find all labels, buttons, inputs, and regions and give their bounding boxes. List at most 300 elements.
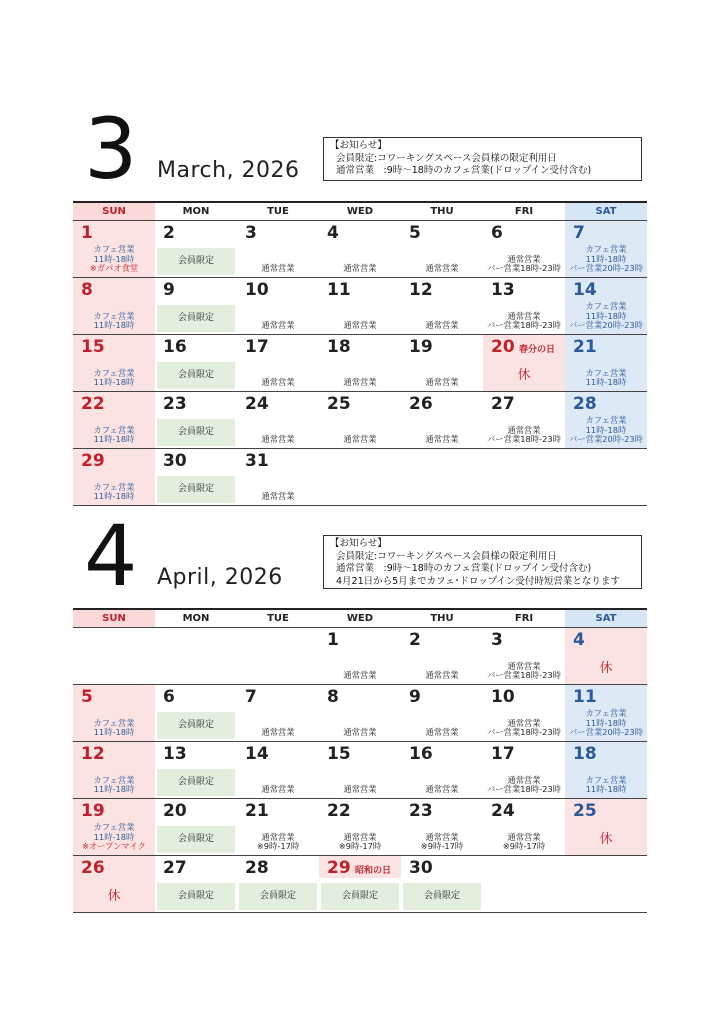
notice-line: 4月21日から5月までカフェ･ドロップイン受付時短営業となります	[336, 575, 620, 587]
week-row	[73, 628, 647, 685]
members-only-label: 会員限定	[157, 419, 235, 446]
weekday-sun: SUN	[73, 203, 155, 220]
day-schedule	[401, 378, 483, 388]
schedule-line: 通常営業	[425, 784, 459, 795]
members-only-label: 会員限定	[403, 883, 481, 910]
day-schedule	[319, 378, 401, 388]
day-number: 24	[491, 801, 515, 821]
day-number: 3	[245, 223, 257, 243]
day-schedule	[483, 719, 565, 738]
schedule-line: カフェ営業	[585, 708, 627, 719]
day-number: 19	[81, 801, 105, 821]
day-cell	[237, 221, 319, 277]
schedule-line: 通常営業	[425, 670, 459, 681]
day-cell	[155, 856, 237, 912]
schedule-line: 11時-18時	[93, 253, 135, 264]
schedule-line: 通常営業	[261, 320, 295, 331]
schedule-line: 通常営業	[507, 310, 541, 321]
week-row	[73, 221, 647, 278]
day-number: 14	[573, 280, 597, 300]
schedule-line: 通常営業	[425, 434, 459, 445]
schedule-line: カフェ営業	[93, 717, 135, 728]
day-number: 4	[573, 630, 585, 650]
day-schedule	[401, 671, 483, 681]
closed-label: 休	[517, 368, 531, 383]
weekday-fri: FRI	[514, 613, 534, 624]
week-row	[73, 856, 647, 913]
day-cell	[565, 221, 647, 277]
schedule-line: 11時-18時	[585, 310, 627, 321]
day-number: 30	[163, 451, 187, 471]
schedule-line: カフェ営業	[585, 774, 627, 785]
day-number: 25	[573, 801, 597, 821]
notice-box	[323, 137, 642, 181]
holiday-name: 昭和の日	[355, 866, 392, 876]
event-note: ※オープンマイク	[82, 841, 146, 852]
day-number: 24	[245, 394, 269, 414]
day-number: 29	[81, 451, 105, 471]
day-cell	[73, 449, 155, 505]
schedule-line: カフェ営業	[93, 310, 135, 321]
day-cell	[319, 685, 401, 741]
day-cell	[401, 685, 483, 741]
notice-line: 会員限定:コワーキングスペース会員様の限定利用日	[336, 152, 557, 164]
day-number: 6	[491, 223, 503, 243]
week-row	[73, 449, 647, 506]
day-schedule	[237, 378, 319, 388]
day-number: 7	[245, 687, 257, 707]
notice-line: 【お知らせ】	[330, 140, 387, 151]
members-only-label: 会員限定	[157, 883, 235, 910]
schedule-line: 11時-18時	[93, 831, 135, 842]
weekday-tue: TUE	[267, 206, 289, 217]
schedule-line: バー営業20時-23時	[569, 320, 643, 331]
notice-line: 【お知らせ】	[330, 538, 387, 549]
day-cell	[237, 856, 319, 912]
schedule-line: カフェ営業	[585, 415, 627, 426]
schedule-line: 通常営業	[343, 784, 377, 795]
notice-line: 会員限定:コワーキングスペース会員様の限定利用日	[336, 550, 557, 562]
schedule-line: 通常営業	[425, 263, 459, 274]
day-schedule	[401, 321, 483, 331]
day-number: 20	[163, 801, 187, 821]
day-schedule	[237, 785, 319, 795]
day-cell	[155, 742, 237, 798]
day-schedule	[73, 823, 155, 852]
schedule-line: 通常営業	[343, 434, 377, 445]
day-cell	[73, 335, 155, 391]
day-cell	[483, 742, 565, 798]
weekday-sun: SUN	[73, 610, 155, 627]
day-schedule	[319, 264, 401, 274]
weekday-header	[73, 201, 647, 221]
day-cell	[319, 856, 401, 912]
day-cell	[401, 392, 483, 448]
day-cell	[237, 742, 319, 798]
day-number: 27	[491, 394, 515, 414]
day-schedule	[73, 776, 155, 795]
schedule-line: カフェ営業	[585, 367, 627, 378]
members-only-label: 会員限定	[321, 883, 399, 910]
schedule-line: バー営業20時-23時	[569, 263, 643, 274]
schedule-line: 通常営業	[343, 320, 377, 331]
schedule-line: 通常営業	[343, 831, 377, 842]
day-number: 13	[491, 280, 515, 300]
day-schedule	[483, 833, 565, 852]
day-cell	[401, 628, 483, 684]
holiday-name: 春分の日	[519, 345, 556, 355]
day-cell	[237, 335, 319, 391]
day-number: 28	[245, 858, 269, 878]
day-cell	[237, 799, 319, 855]
schedule-line: カフェ営業	[93, 424, 135, 435]
schedule-line: 通常営業	[343, 377, 377, 388]
day-number: 18	[327, 337, 351, 357]
schedule-line: バー営業18時-23時	[487, 320, 561, 331]
day-cell	[155, 685, 237, 741]
day-cell	[319, 742, 401, 798]
day-cell	[565, 335, 647, 391]
schedule-line: 通常営業	[507, 831, 541, 842]
day-schedule	[401, 264, 483, 274]
weekday-header	[73, 608, 647, 628]
day-schedule	[319, 728, 401, 738]
notice-box	[323, 535, 642, 589]
schedule-line: 通常営業	[425, 727, 459, 738]
schedule-line: 通常営業	[343, 263, 377, 274]
day-cell	[73, 628, 155, 684]
closed-label: 休	[107, 889, 121, 904]
day-number: 9	[409, 687, 421, 707]
month-number: 3	[84, 100, 138, 198]
schedule-line: 11時-18時	[585, 424, 627, 435]
day-cell	[319, 335, 401, 391]
day-number: 12	[81, 744, 105, 764]
closed-label: 休	[599, 832, 613, 847]
day-number: 27	[163, 858, 187, 878]
day-cell	[401, 449, 483, 505]
day-cell	[73, 856, 155, 912]
schedule-line: バー営業18時-23時	[487, 263, 561, 274]
members-only-label: 会員限定	[157, 712, 235, 739]
day-cell	[483, 856, 565, 912]
members-only-label: 会員限定	[157, 305, 235, 332]
day-schedule	[237, 435, 319, 445]
schedule-line: 通常営業	[261, 784, 295, 795]
weekday-sat: SAT	[565, 203, 647, 220]
day-cell	[483, 278, 565, 334]
day-cell	[565, 392, 647, 448]
day-number: 10	[491, 687, 515, 707]
schedule-line: バー営業18時-23時	[487, 727, 561, 738]
schedule-line: 通常営業	[261, 434, 295, 445]
week-row	[73, 742, 647, 799]
day-schedule	[73, 245, 155, 274]
day-number: 16	[409, 744, 433, 764]
day-cell	[483, 449, 565, 505]
day-cell	[73, 278, 155, 334]
schedule-line: 通常営業	[425, 831, 459, 842]
day-cell	[155, 799, 237, 855]
weekday-wed: WED	[346, 206, 374, 217]
day-number: 11	[573, 687, 597, 707]
day-cell	[401, 221, 483, 277]
schedule-line: 通常営業	[507, 774, 541, 785]
day-number: 22	[81, 394, 105, 414]
day-number: 19	[409, 337, 433, 357]
day-schedule	[319, 671, 401, 681]
day-number: 21	[245, 801, 269, 821]
day-number: 17	[491, 744, 515, 764]
schedule-line: ※9時-17時	[502, 841, 546, 852]
day-cell	[401, 335, 483, 391]
day-schedule	[401, 728, 483, 738]
schedule-line: 通常営業	[343, 727, 377, 738]
day-schedule	[483, 662, 565, 681]
day-number: 15	[327, 744, 351, 764]
schedule-line: 通常営業	[425, 377, 459, 388]
schedule-line: 11時-18時	[585, 717, 627, 728]
day-number: 30	[409, 858, 433, 878]
day-cell	[237, 628, 319, 684]
day-schedule	[483, 426, 565, 445]
day-cell	[401, 856, 483, 912]
day-schedule	[565, 369, 647, 388]
day-number: 26	[81, 858, 105, 878]
weekday-fri: FRI	[514, 206, 534, 217]
day-number: 2	[409, 630, 421, 650]
schedule-line: 11時-18時	[93, 491, 135, 502]
day-number: 23	[163, 394, 187, 414]
day-number: 12	[409, 280, 433, 300]
weekday-sat: SAT	[565, 610, 647, 627]
day-number: 28	[573, 394, 597, 414]
day-schedule	[565, 776, 647, 795]
week-row	[73, 392, 647, 449]
schedule-line: 11時-18時	[93, 784, 135, 795]
day-schedule	[73, 719, 155, 738]
day-number: 7	[573, 223, 585, 243]
day-number: 17	[245, 337, 269, 357]
schedule-line: 11時-18時	[93, 320, 135, 331]
schedule-line: 通常営業	[507, 717, 541, 728]
schedule-line: バー営業18時-23時	[487, 434, 561, 445]
day-number: 4	[327, 223, 339, 243]
day-cell	[565, 799, 647, 855]
day-number: 3	[491, 630, 503, 650]
day-cell	[155, 221, 237, 277]
day-cell	[483, 335, 565, 391]
day-number: 16	[163, 337, 187, 357]
schedule-line: 通常営業	[343, 670, 377, 681]
day-schedule	[483, 255, 565, 274]
schedule-line: 通常営業	[425, 320, 459, 331]
day-number: 15	[81, 337, 105, 357]
schedule-line: カフェ営業	[585, 244, 627, 255]
day-cell	[237, 449, 319, 505]
schedule-line: バー営業18時-23時	[487, 784, 561, 795]
schedule-line: カフェ営業	[93, 244, 135, 255]
day-schedule	[319, 435, 401, 445]
day-cell	[73, 221, 155, 277]
day-cell	[319, 278, 401, 334]
day-cell	[483, 392, 565, 448]
schedule-line: 通常営業	[507, 253, 541, 264]
week-row	[73, 685, 647, 742]
day-schedule	[319, 785, 401, 795]
schedule-line: 11時-18時	[585, 784, 627, 795]
day-number: 10	[245, 280, 269, 300]
members-only-label: 会員限定	[157, 248, 235, 275]
day-cell	[565, 449, 647, 505]
month-title: March, 2026	[157, 158, 300, 183]
day-schedule	[237, 728, 319, 738]
day-cell	[155, 628, 237, 684]
weekday-tue: TUE	[267, 613, 289, 624]
members-only-label: 会員限定	[239, 883, 317, 910]
schedule-line: 通常営業	[261, 491, 295, 502]
schedule-line: ※9時-17時	[338, 841, 382, 852]
schedule-line: 通常営業	[261, 727, 295, 738]
day-schedule	[237, 321, 319, 331]
day-cell	[73, 685, 155, 741]
day-schedule	[483, 776, 565, 795]
members-only-label: 会員限定	[157, 826, 235, 853]
day-cell	[319, 628, 401, 684]
day-number: 26	[409, 394, 433, 414]
day-number: 5	[81, 687, 93, 707]
members-only-label: 会員限定	[157, 476, 235, 503]
day-number: 22	[327, 801, 351, 821]
day-schedule	[319, 833, 401, 852]
day-number: 29	[327, 858, 351, 878]
notice-line: 通常営業 :9時～18時のカフェ営業(ドロップイン受付含む)	[336, 563, 592, 574]
week-row	[73, 278, 647, 335]
day-number: 6	[163, 687, 175, 707]
members-only-label: 会員限定	[157, 769, 235, 796]
day-cell	[319, 392, 401, 448]
schedule-line: 通常営業	[261, 263, 295, 274]
day-cell	[565, 742, 647, 798]
event-note: ※ガパオ食堂	[89, 263, 139, 274]
day-cell	[565, 278, 647, 334]
day-cell	[565, 628, 647, 684]
weekday-thu: THU	[430, 206, 454, 217]
day-number: 1	[327, 630, 339, 650]
day-number: 31	[245, 451, 269, 471]
day-cell	[237, 392, 319, 448]
calendar-grid	[73, 201, 647, 506]
notice-line: 通常営業 :9時～18時のカフェ営業(ドロップイン受付含む)	[336, 165, 592, 176]
day-schedule	[565, 709, 647, 738]
day-schedule	[73, 369, 155, 388]
schedule-line: ※9時-17時	[256, 841, 300, 852]
day-cell	[237, 278, 319, 334]
day-number: 18	[573, 744, 597, 764]
schedule-line: 11時-18時	[585, 377, 627, 388]
day-schedule	[565, 302, 647, 331]
weekday-wed: WED	[346, 613, 374, 624]
day-cell	[319, 449, 401, 505]
weekday-mon: MON	[182, 206, 210, 217]
day-cell	[483, 221, 565, 277]
day-schedule	[237, 833, 319, 852]
schedule-line: カフェ営業	[93, 774, 135, 785]
day-number: 25	[327, 394, 351, 414]
day-cell	[155, 335, 237, 391]
schedule-line: 11時-18時	[93, 377, 135, 388]
day-cell	[401, 742, 483, 798]
day-cell	[565, 685, 647, 741]
day-cell	[73, 392, 155, 448]
schedule-line: 11時-18時	[585, 253, 627, 264]
schedule-line: カフェ営業	[585, 301, 627, 312]
schedule-line: バー営業20時-23時	[569, 727, 643, 738]
schedule-line: 通常営業	[261, 377, 295, 388]
schedule-line: カフェ営業	[93, 481, 135, 492]
month-number: 4	[84, 507, 138, 605]
day-cell	[237, 685, 319, 741]
day-cell	[483, 628, 565, 684]
day-schedule	[319, 321, 401, 331]
day-schedule	[565, 416, 647, 445]
day-number: 2	[163, 223, 175, 243]
day-number: 9	[163, 280, 175, 300]
weekday-mon: MON	[182, 613, 210, 624]
day-cell	[73, 742, 155, 798]
calendar-grid	[73, 608, 647, 913]
day-schedule	[73, 312, 155, 331]
day-cell	[155, 278, 237, 334]
schedule-line: カフェ営業	[93, 367, 135, 378]
day-number: 8	[327, 687, 339, 707]
day-number: 13	[163, 744, 187, 764]
day-number: 5	[409, 223, 421, 243]
closed-label: 休	[599, 661, 613, 676]
day-number: 23	[409, 801, 433, 821]
day-schedule	[401, 833, 483, 852]
day-schedule	[401, 785, 483, 795]
day-schedule	[565, 245, 647, 274]
day-cell	[319, 221, 401, 277]
week-row	[73, 799, 647, 856]
day-cell	[483, 799, 565, 855]
schedule-line: 通常営業	[261, 831, 295, 842]
day-cell	[155, 392, 237, 448]
schedule-line: 通常営業	[507, 660, 541, 671]
schedule-line: バー営業18時-23時	[487, 670, 561, 681]
schedule-line: 11時-18時	[93, 434, 135, 445]
day-cell	[155, 449, 237, 505]
day-number: 20	[491, 337, 515, 357]
schedule-line: ※9時-17時	[420, 841, 464, 852]
day-schedule	[483, 312, 565, 331]
members-only-label: 会員限定	[157, 362, 235, 389]
day-number: 14	[245, 744, 269, 764]
day-cell	[401, 799, 483, 855]
schedule-line: バー営業20時-23時	[569, 434, 643, 445]
day-number: 8	[81, 280, 93, 300]
schedule-line: 通常営業	[507, 424, 541, 435]
day-schedule	[73, 426, 155, 445]
schedule-line: 11時-18時	[93, 727, 135, 738]
month-title: April, 2026	[157, 565, 283, 590]
day-cell	[565, 856, 647, 912]
weekday-thu: THU	[430, 613, 454, 624]
schedule-line: カフェ営業	[93, 822, 135, 833]
day-cell	[401, 278, 483, 334]
day-cell	[73, 799, 155, 855]
